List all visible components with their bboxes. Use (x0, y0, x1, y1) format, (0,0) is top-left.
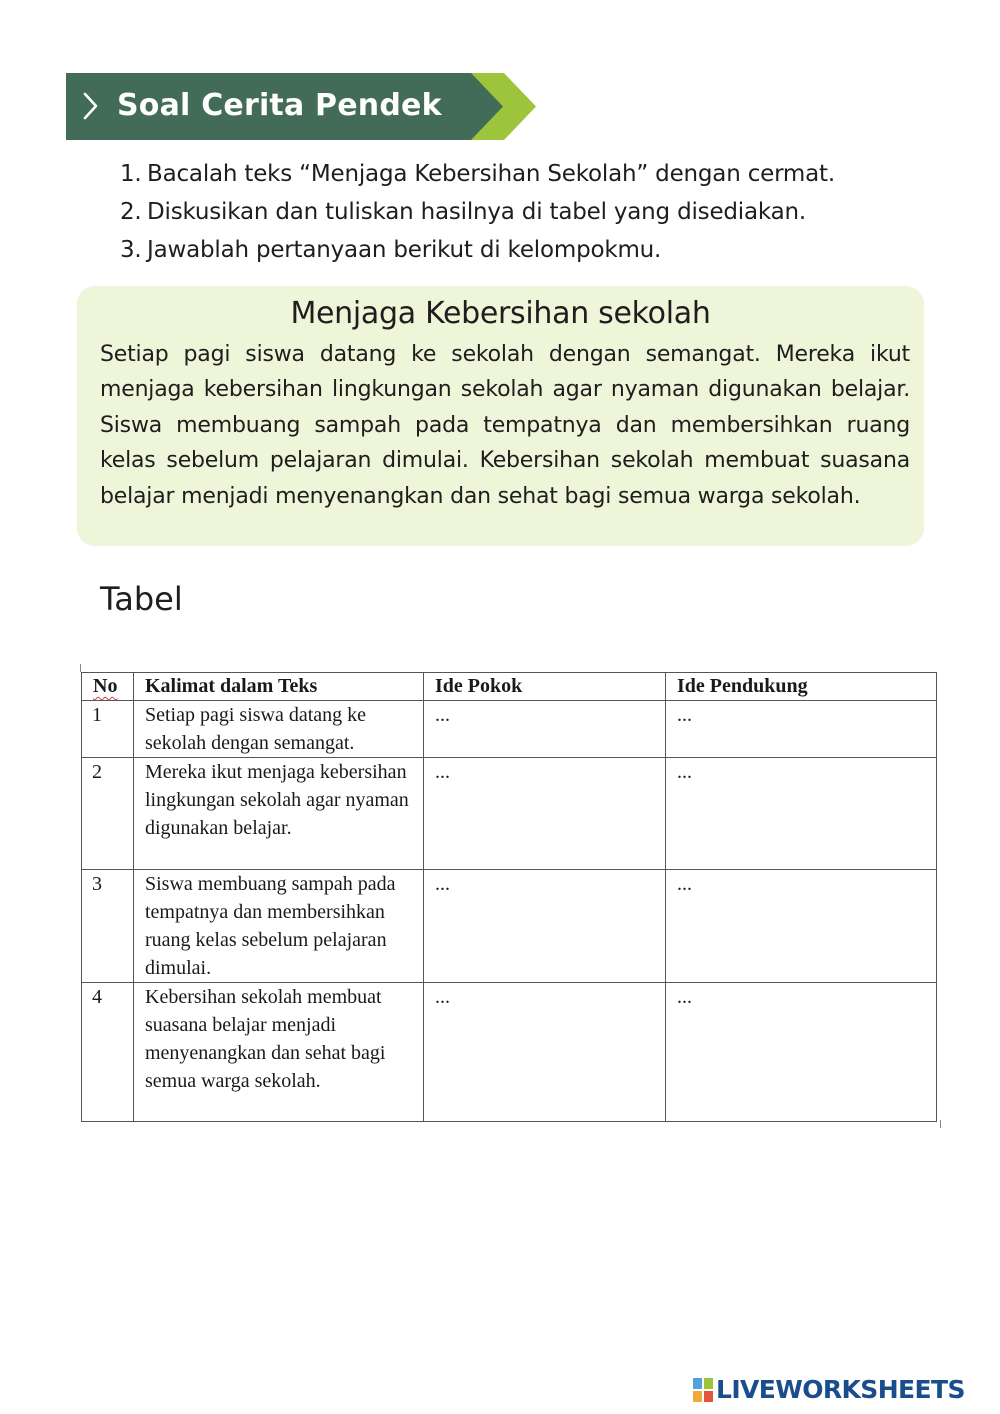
row-ide-pendukung-cell[interactable]: ... (666, 701, 937, 758)
instruction-item: 1. Bacalah teks “Menjaga Kebersihan Sekolah” dengan cermat. (120, 161, 835, 187)
row-number: 3 (82, 870, 134, 983)
row-sentence: Kebersihan sekolah membuat suasana belajar menjadi menyenangkan dan sehat bagi semua warga sekolah. (134, 983, 424, 1122)
table-row (82, 983, 937, 1122)
chevron-right-icon (80, 91, 100, 121)
table-heading: Tabel (100, 580, 183, 618)
row-ide-pokok-cell[interactable]: ... (424, 870, 666, 983)
row-ide-pendukung-cell[interactable]: ... (666, 758, 937, 870)
table-row (82, 870, 937, 983)
instruction-text: Diskusikan dan tuliskan hasilnya di tabel yang disediakan. (147, 199, 806, 225)
row-ide-pokok-cell[interactable]: ... (424, 983, 666, 1122)
answer-table (81, 672, 937, 1122)
table-row (82, 758, 937, 870)
reading-body: Setiap pagi siswa datang ke sekolah dengan semangat. Mereka ikut menjaga kebersihan lingkungan sekolah agar nyaman digunakan belajar. Siswa membuang sampah pada tempatnya dan membersihkan ruang kelas sebelum pelajaran dimulai. Kebersihan sekolah membuat suasana belajar menjadi menyenangkan dan sehat bagi semua warga sekolah. (100, 342, 910, 509)
row-number: 4 (82, 983, 134, 1122)
header-kalimat: Kalimat dalam Teks (134, 673, 424, 701)
table-corner-mark (940, 1120, 941, 1128)
row-number: 2 (82, 758, 134, 870)
liveworksheets-logo-icon (692, 1377, 714, 1403)
section-banner (66, 73, 536, 140)
liveworksheets-brand[interactable] (692, 1375, 965, 1405)
row-ide-pendukung-cell[interactable]: ... (666, 870, 937, 983)
table-corner-mark (80, 664, 81, 672)
header-no: No (82, 673, 134, 701)
brand-name: LIVEWORKSHEETS (716, 1375, 965, 1404)
row-sentence: Setiap pagi siswa datang ke sekolah dengan semangat. (134, 701, 424, 758)
header-ide-pendukung: Ide Pendukung (666, 673, 937, 701)
row-sentence: Siswa membuang sampah pada tempatnya dan membersihkan ruang kelas sebelum pelajaran dimulai. (134, 870, 424, 983)
instruction-item: 2. Diskusikan dan tuliskan hasilnya di tabel yang disediakan. (120, 199, 806, 225)
row-ide-pendukung-cell[interactable]: ... (666, 983, 937, 1122)
table-row (82, 701, 937, 758)
reading-title: Menjaga Kebersihan sekolah (290, 296, 711, 331)
header-ide-pokok: Ide Pokok (424, 673, 666, 701)
table-header-row (82, 673, 937, 701)
instruction-text: Bacalah teks “Menjaga Kebersihan Sekolah” dengan cermat. (147, 161, 835, 187)
reading-box (77, 286, 924, 546)
answer-table-wrapper (81, 672, 936, 1122)
row-ide-pokok-cell[interactable]: ... (424, 701, 666, 758)
row-ide-pokok-cell[interactable]: ... (424, 758, 666, 870)
instruction-item: 3. Jawablah pertanyaan berikut di kelompokmu. (120, 237, 662, 263)
row-number: 1 (82, 701, 134, 758)
instruction-text: Jawablah pertanyaan berikut di kelompokmu. (147, 237, 662, 263)
instruction-list (120, 155, 835, 269)
section-title: Soal Cerita Pendek (117, 88, 442, 123)
row-sentence: Mereka ikut menjaga kebersihan lingkungan sekolah agar nyaman digunakan belajar. (134, 758, 424, 870)
